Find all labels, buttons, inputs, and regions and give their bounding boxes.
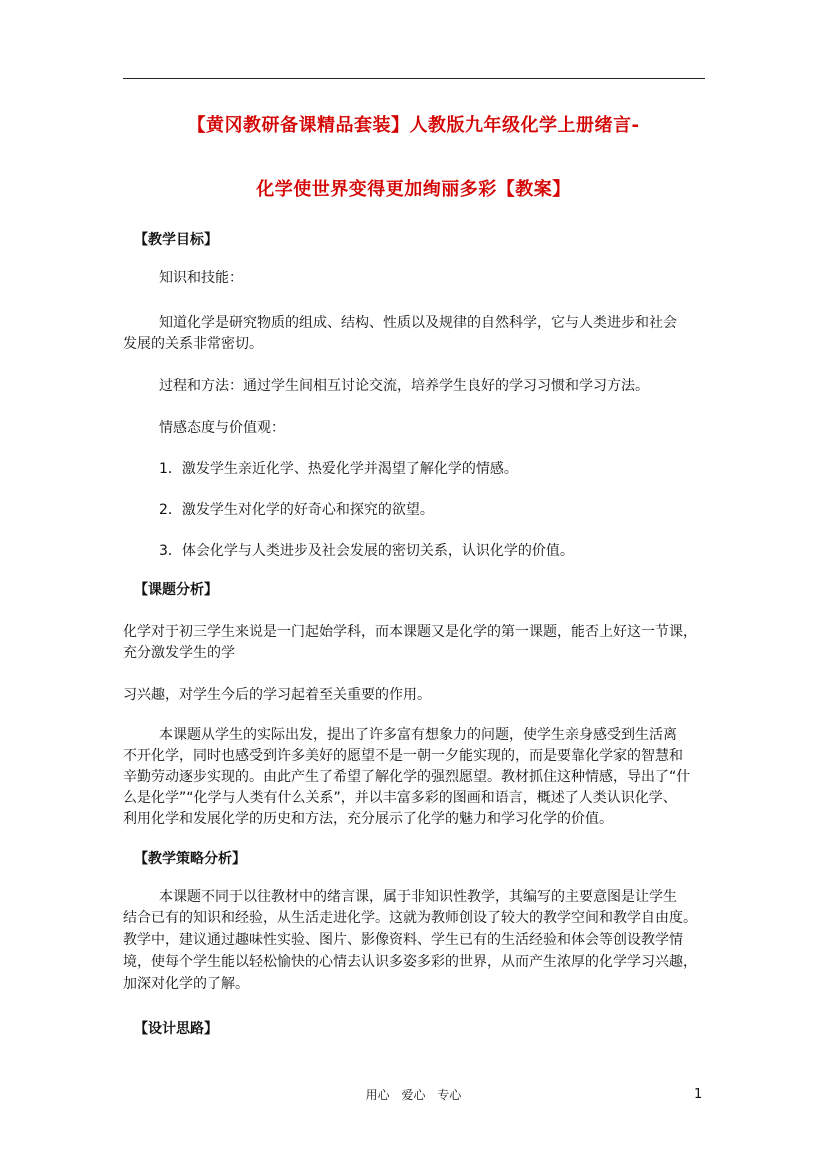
document-title-line-1: 【黄冈教研备课精品套装】人教版九年级化学上册绪言- <box>187 115 640 136</box>
goal-list-item-3: 3．体会化学与人类进步及社会发展的密切关系，认识化学的价值。 <box>159 543 574 559</box>
footer-motto: 用心 爱心 专心 <box>365 1088 462 1102</box>
analysis-paragraph-3-line-4: 么是化学”“化学与人类有什么关系”，并以丰富多彩的图画和语言，概述了人类认识化学、 <box>123 790 677 806</box>
analysis-paragraph-1-line-1: 化学对于初三学生来说是一门起始学科，而本课题又是化学的第一课题，能否上好这一节课， <box>123 624 697 640</box>
header-rule <box>123 78 705 79</box>
analysis-paragraph-1-line-2: 充分激发学生的学 <box>123 645 235 661</box>
analysis-paragraph-3-line-2: 不开化学，同时也感受到许多美好的愿望不是一朝一夕能实现的，而是要靠化学家的智慧和 <box>123 748 683 764</box>
analysis-paragraph-3-line-3: 辛勤劳动逐步实现的。由此产生了希望了解化学的强烈愿望。教材抓住这种情感，导出了“什 <box>123 769 691 785</box>
process-method-paragraph: 过程和方法：通过学生间相互讨论交流，培养学生良好的学习习惯和学习方法。 <box>159 378 649 394</box>
section-heading-teaching-strategy: 【教学策略分析】 <box>134 851 246 867</box>
document-title-line-2: 化学使世界变得更加绚丽多彩【教案】 <box>256 179 571 200</box>
section-heading-design-ideas: 【设计思路】 <box>134 1021 218 1037</box>
strategy-paragraph-line-4: 境，使每个学生能以轻松愉快的心情去认识多姿多彩的世界，从而产生浓厚的化学学习兴趣， <box>123 954 697 970</box>
goal-list-item-1: 1．激发学生亲近化学、热爱化学并渴望了解化学的情感。 <box>159 461 518 477</box>
strategy-paragraph-line-5: 加深对化学的了解。 <box>123 976 249 992</box>
analysis-paragraph-3-line-5: 利用化学和发展化学的历史和方法，充分展示了化学的魅力和学习化学的价值。 <box>123 811 613 827</box>
strategy-paragraph-line-2: 结合已有的知识和经验，从生活走进化学。这就为教师创设了较大的教学空间和教学自由度。 <box>123 910 697 926</box>
strategy-paragraph-line-1: 本课题不同于以往教材中的绪言课，属于非知识性教学，其编写的主要意图是让学生 <box>159 889 677 905</box>
analysis-paragraph-2: 习兴趣，对学生今后的学习起着至关重要的作用。 <box>123 687 431 703</box>
section-heading-teaching-goals: 【教学目标】 <box>134 232 218 248</box>
strategy-paragraph-line-3: 教学中，建议通过趣味性实验、图片、影像资料、学生已有的生活经验和体会等创设教学情 <box>123 932 683 948</box>
knowledge-paragraph-line-1: 知道化学是研究物质的组成、结构、性质以及规律的自然科学，它与人类进步和社会 <box>159 315 677 331</box>
section-heading-topic-analysis: 【课题分析】 <box>134 582 218 598</box>
page-number: 1 <box>694 1087 703 1102</box>
attitude-values-label: 情感态度与价值观： <box>159 420 285 436</box>
analysis-paragraph-3-line-1: 本课题从学生的实际出发，提出了许多富有想象力的问题，使学生亲身感受到生活离 <box>159 727 677 743</box>
goal-list-item-2: 2．激发学生对化学的好奇心和探究的欲望。 <box>159 502 434 518</box>
knowledge-skills-label: 知识和技能： <box>159 270 243 286</box>
knowledge-paragraph-line-2: 发展的关系非常密切。 <box>123 336 263 352</box>
